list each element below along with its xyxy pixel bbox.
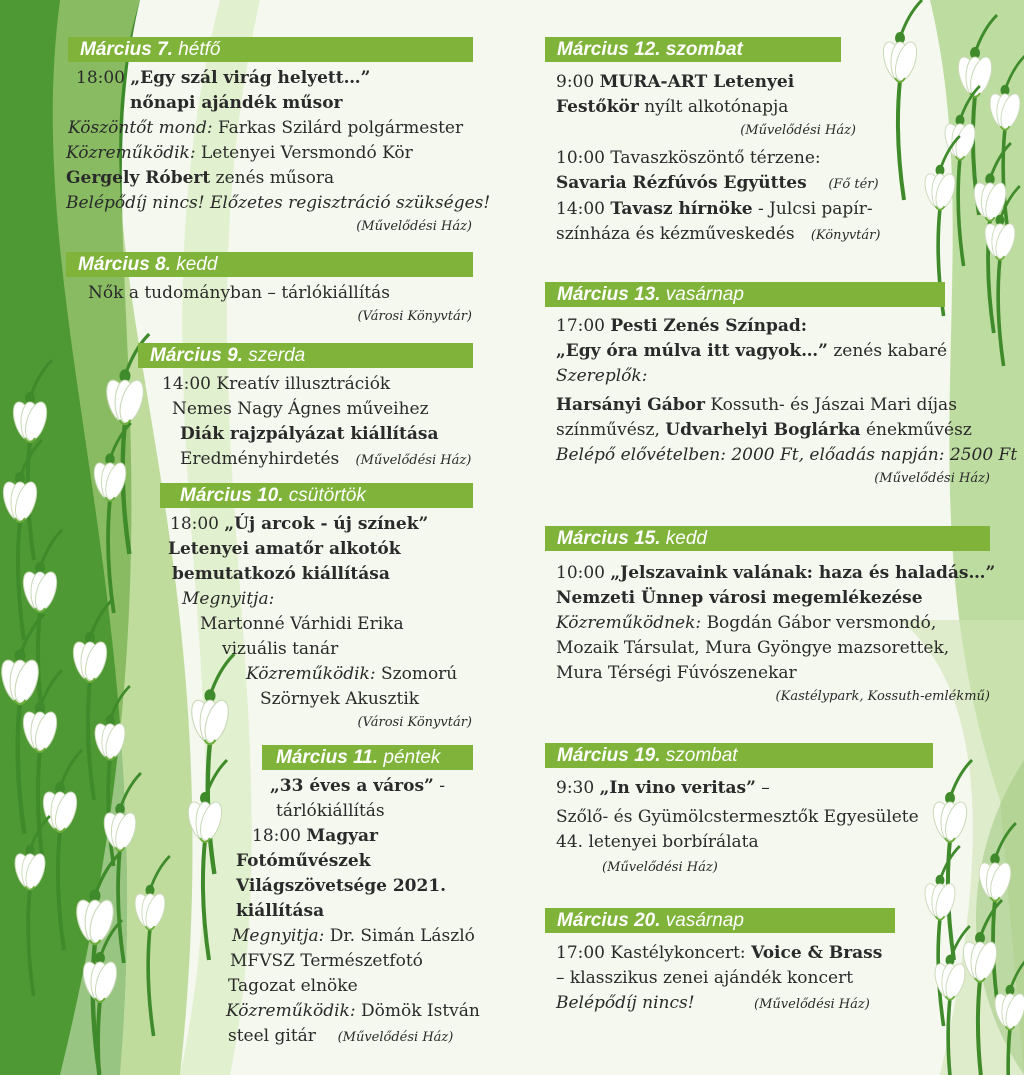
event-march-10 [160,512,476,734]
day-weekday: kedd [176,254,218,275]
day-date: Március 9. [150,345,243,366]
event-line: Kastélykoncert: [610,943,746,963]
actor-text: Kossuth- és Jászai Mari díjas [710,395,957,415]
event-line: zenés kabaré [833,341,948,361]
event-line: nyílt alkotónapja [644,97,789,117]
day-weekday: vasárnap [665,284,744,305]
event-line: Mura Térségi Fúvószenekar [556,663,797,683]
day-date: Március 7. [80,39,173,60]
event-venue: (Könyvtár) [810,228,881,243]
performer-rest: zenés műsora [215,168,335,188]
cast-label: Szereplők: [556,366,648,386]
event-quote: „Egy óra múlva itt vagyok…” [556,341,828,361]
actor-name: Udvarhelyi Boglárka [665,420,861,440]
day-header-march-8 [66,252,473,277]
open-label: Megnyitja: [182,589,275,609]
event-march-13 [556,314,1018,490]
day-header-march-9 [138,343,473,368]
day-header-march-7 [68,37,473,62]
performer-name: Gergely Róbert [66,168,211,188]
day-header-march-13 [545,282,945,307]
event-venue: (Kastélypark, Kossuth-emlékmű) [775,689,990,704]
event-time: 9:30 [556,778,595,798]
open-label: Megnyitja: [232,926,325,946]
actor-name: Harsányi Gábor [556,395,705,415]
event-march-12 [556,70,896,248]
event-line: Mozaik Társulat, Mura Gyöngye mazsorettek, [556,638,950,658]
event-dash: – [761,778,770,798]
day-header-march-19 [545,743,933,768]
event-line: Világszövetsége 2021. [236,876,447,896]
event-line: Diák rajzpályázat kiállítása [180,424,439,444]
event-line: Kreatív illusztrációk [216,374,391,394]
event-note: Belépődíj nincs! [556,993,695,1013]
open-role: vizuális tanár [222,639,339,659]
day-date: Március 8. [78,254,171,275]
event-time: 18:00 [252,826,301,846]
event-line: Letenyei amatőr alkotók [168,539,401,559]
event-time: 10:00 [556,148,605,168]
day-header-march-20 [545,908,895,933]
open-text: Dr. Simán László [329,926,475,946]
day-weekday: szombat [665,745,738,766]
day-date: Március 12. [557,39,661,60]
event-line: bemutatkozó kiállítása [172,564,390,584]
contrib-text: Letenyei Versmondó Kör [200,143,413,163]
open-line: MFVSZ Természetfotó [230,951,423,971]
contrib-label: Közreműködik: [226,1001,356,1021]
event-time: 17:00 [556,943,605,963]
event-time: 14:00 [556,199,605,219]
event-time: 17:00 [556,316,605,336]
event-time: 10:00 [556,563,605,583]
day-weekday: péntek [383,747,441,768]
event-line: 44. letenyei borbírálata [556,832,759,852]
contrib-label: Közreműködik: [66,143,196,163]
event-line: tárlókiállítás [276,801,385,821]
day-weekday: csütörtök [288,485,366,506]
contrib-text: Bogdán Gábor versmondó, [706,613,937,633]
event-title: „Új arcok - új színek” [224,514,429,534]
day-header-march-10 [160,483,473,508]
greet-text: Farkas Szilárd polgármester [217,118,464,138]
event-venue: (Művelődési Ház) [754,997,870,1012]
event-venue: (Városi Könyvtár) [357,715,472,730]
day-weekday: szerda [248,345,306,366]
actor-text: énekművész [865,420,972,440]
day-date: Március 11. [276,747,379,768]
event-note: Belépődíj nincs! Előzetes regisztráció szükséges! [66,193,491,213]
day-weekday: vasárnap [665,910,744,931]
contrib-text: Szörnyek Akusztik [260,689,420,709]
event-title: „Jelszavaink valának: haza és haladás…” [610,563,996,583]
event-venue: (Művelődési Ház) [355,453,472,468]
event-line: Eredményhirdetés [180,449,340,469]
event-venue: (Művelődési Ház) [740,123,856,138]
event-title: Pesti Zenés Színpad: [610,316,808,336]
event-title: „Egy szál virág helyett…” [130,68,371,88]
event-line: kiállítása [236,901,325,921]
event-venue: (Fő tér) [828,177,879,192]
day-header-march-15 [545,526,990,551]
contrib-label: Közreműködnek: [556,613,702,633]
day-weekday: szombat [665,39,743,60]
event-march-7 [66,66,491,238]
day-header-march-11 [262,745,473,770]
day-date: Március 13. [557,284,661,305]
day-weekday: hétfő [178,39,221,60]
event-march-11 [226,774,480,1050]
open-line: Tagozat elnöke [228,976,358,996]
event-dash: - [439,776,445,796]
event-subtitle: nőnapi ajándék műsor [130,93,343,113]
event-line: – klasszikus zenei ajándék koncert [556,968,854,988]
event-title: Festőkör [556,97,639,117]
day-weekday: kedd [665,528,707,549]
event-venue: (Művelődési Ház) [874,471,990,486]
contrib-text: Szomorú [380,664,458,684]
event-line: Magyar [306,826,378,846]
day-date: Március 15. [557,528,661,549]
event-time: 18:00 [76,68,125,88]
contrib-line: steel gitár [228,1026,316,1046]
event-title: „In vino veritas” [599,778,756,798]
contrib-label: Közreműködik: [246,664,376,684]
event-time: 9:00 [556,72,595,92]
event-title: „33 éves a város” [270,776,434,796]
event-venue: (Városi Könyvtár) [357,309,472,324]
event-time: 18:00 [170,514,219,534]
event-line: Szőlő- és Gyümölcstermesztők Egyesülete [556,807,919,827]
event-venue: (Művelődési Ház) [602,860,718,875]
event-line: Nemes Nagy Ágnes műveihez [172,399,429,419]
event-text: Nők a tudományban – tárlókiállítás [88,283,390,303]
day-header-march-12 [545,37,841,62]
event-venue: (Művelődési Ház) [337,1030,454,1045]
event-line: színháza és kézműveskedés [556,224,795,244]
event-march-19 [556,776,936,881]
event-title: Savaria Rézfúvós Együttes [556,173,807,193]
open-name: Martonné Várhidi Erika [200,614,404,634]
event-title: MURA-ART Letenyei [599,72,795,92]
price-text: Belépő elővételben: 2000 Ft, előadás napján: 2500 Ft [556,445,1018,465]
event-march-9 [160,372,476,473]
event-title: Voice & Brass [751,943,883,963]
event-title: Tavasz hírnöke [610,199,753,219]
event-march-8 [66,281,476,328]
day-date: Március 10. [180,485,284,506]
event-line: - Julcsi papír- [757,199,873,219]
event-march-20 [556,941,916,1017]
contrib-text: Dömök István [360,1001,480,1021]
event-line: Nemzeti Ünnep városi megemlékezése [556,588,923,608]
event-time: 14:00 [162,374,211,394]
event-line: Fotóművészek [236,851,371,871]
event-line: Tavaszköszöntő térzene: [610,148,821,168]
event-venue: (Művelődési Ház) [356,219,472,234]
event-march-15 [556,561,996,708]
day-date: Március 20. [557,910,661,931]
greet-label: Köszöntőt mond: [68,118,213,138]
day-date: Március 19. [557,745,661,766]
actor-role: színművész, [556,420,660,440]
